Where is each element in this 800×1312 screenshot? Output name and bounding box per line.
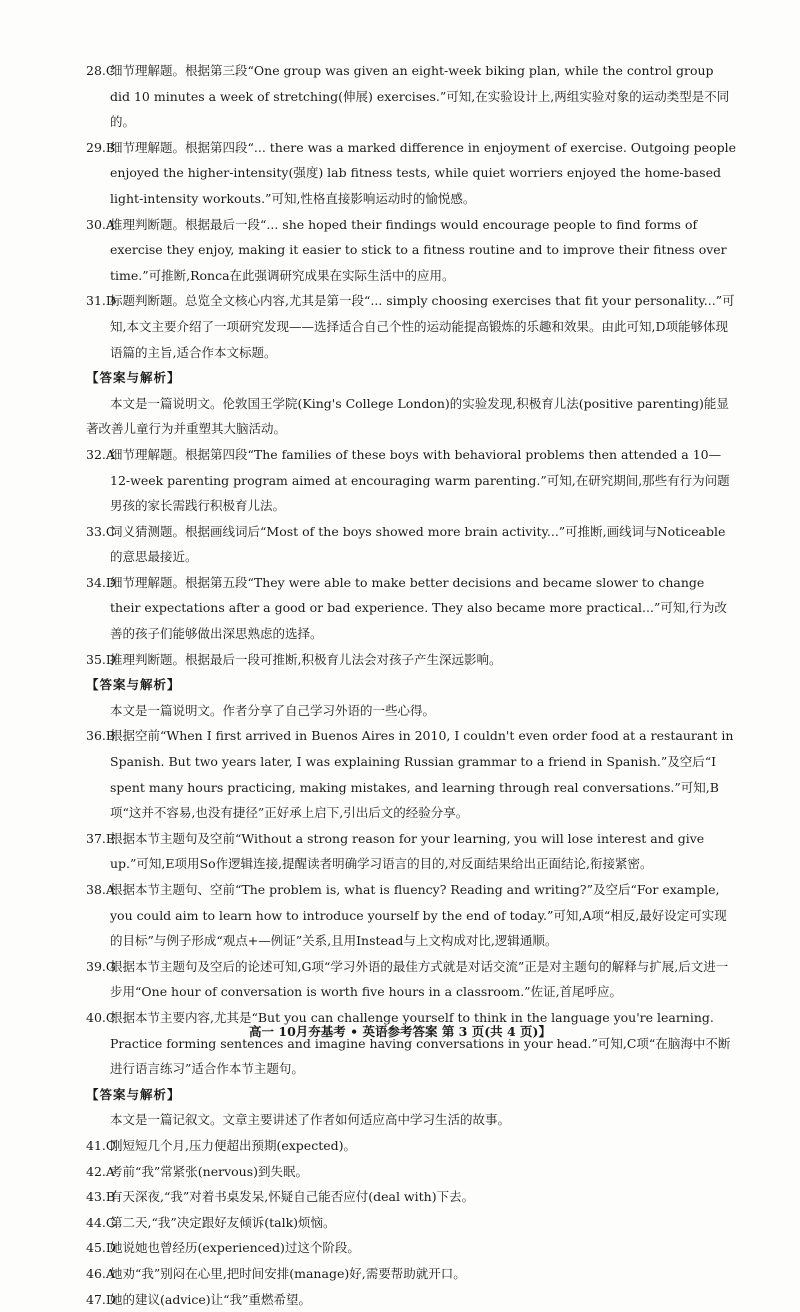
answer-number: 31.D (86, 288, 110, 314)
answer-item (86, 826, 736, 877)
answer-explanation: 细节理解题。根据第五段“They were able to make better decisions and became slower to change their expectations after a good or bad experience. They also became more practical...”可知,行为改善的孩子们能够做出深思熟虑的选择。 (110, 575, 727, 641)
answer-section (86, 365, 736, 672)
answer-item (86, 1133, 736, 1159)
answer-item (86, 1235, 736, 1261)
answer-item (86, 570, 736, 647)
answer-explanation: 标题判断题。总览全文核心内容,尤其是第一段“... simply choosing exercises that fit your personality...”可知,本文主要介绍了一项研究发现——选择适合自己个性的运动能提高锻炼的乐趣和效果。由此可知,D项能够体现语篇的主旨,适合作本文标题。 (110, 293, 735, 359)
answer-explanation: 第二天,“我”决定跟好友倾诉(talk)烦恼。 (110, 1215, 336, 1230)
answer-explanation: 有天深夜,“我”对着书桌发呆,怀疑自己能否应付(deal with)下去。 (110, 1189, 474, 1204)
answer-explanation: 她的建议(advice)让“我”重燃希望。 (110, 1292, 311, 1307)
answer-item (86, 1005, 736, 1082)
answer-explanation: 根据本节主要内容,尤其是“But you can challenge yourself to think in the language you're learning. Practice forming sentences and imagine having conversations in your head.”可知,C项“在脑海中不断进行语言练习”适合作本节主题句。 (110, 1010, 730, 1076)
passage-summary: 本文是一篇说明文。伦敦国王学院(King's College London)的实验发现,积极育儿法(positive parenting)能显著改善儿童行为并重塑其大脑活动。 (86, 391, 736, 442)
section-header: 【答案与解析】 (86, 1082, 736, 1108)
answer-item (86, 288, 736, 365)
answer-number: 39.G (86, 954, 110, 980)
answer-explanation: 她劝“我”别闷在心里,把时间安排(manage)好,需要帮助就开口。 (110, 1266, 466, 1281)
answer-number: 45.D (86, 1235, 110, 1261)
answer-explanation: 考前“我”常紧张(nervous)到失眠。 (110, 1164, 308, 1179)
answer-explanation: 根据本节主题句及空后的论述可知,G项“学习外语的最佳方式就是对话交流”正是对主题句的解释与扩展,后文进一步用“One hour of conversation is worth five hours in a classroom.”佐证,首尾呼应。 (110, 959, 728, 1000)
answer-item (86, 647, 736, 673)
answer-explanation: 根据空前“When I first arrived in Buenos Aires in 2010, I couldn't even order food at a restaurant in Spanish. But two years later, I was explaining Russian grammar to a friend in Spanish.”及空后“I spent many hours practicing, making mistakes, and learning through real conversations.”可知,B项“这并不容易,也没有捷径”正好承上启下,引出后文的经验分享。 (110, 728, 733, 820)
answer-section (86, 58, 736, 365)
answer-explanation: 细节理解题。根据第四段“The families of these boys with behavioral problems then attended a 10—12-week parenting program aimed at encouraging warm parenting.”可知,在研究期间,那些有行为问题男孩的家长需践行积极育儿法。 (110, 447, 730, 513)
answer-item (86, 954, 736, 1005)
passage-summary: 本文是一篇记叙文。文章主要讲述了作者如何适应高中学习生活的故事。 (86, 1107, 736, 1133)
answer-number: 42.A (86, 1159, 110, 1185)
answer-explanation: 根据本节主题句、空前“The problem is, what is fluency? Reading and writing?”及空后“For example, you could aim to learn how to introduce yourself by the end of today.”可知,A项“相反,最好设定可实现的目标”与例子形成“观点+—例证”关系,且用Instead与上文构成对比,逻辑通顺。 (110, 882, 727, 948)
page-footer: 高一 10月夯基考 • 英语参考答案 第 3 页(共 4 页)】 (0, 1022, 800, 1040)
answer-item (86, 1261, 736, 1287)
answer-number: 38.A (86, 877, 110, 903)
answer-number: 40.C (86, 1005, 110, 1031)
answer-item (86, 1159, 736, 1185)
answer-item (86, 212, 736, 289)
answer-item (86, 1210, 736, 1236)
answer-section (86, 1082, 736, 1312)
answer-number: 32.A (86, 442, 110, 468)
section-header: 【答案与解析】 (86, 672, 736, 698)
answer-item (86, 58, 736, 135)
answer-section (86, 672, 736, 1082)
section-header: 【答案与解析】 (86, 365, 736, 391)
answer-number: 46.A (86, 1261, 110, 1287)
passage-summary: 本文是一篇说明文。作者分享了自己学习外语的一些心得。 (86, 698, 736, 724)
answer-number: 43.B (86, 1184, 110, 1210)
answer-number: 29.B (86, 135, 110, 161)
answer-explanation: 推理判断题。根据最后一段可推断,积极育儿法会对孩子产生深远影响。 (110, 652, 501, 667)
answer-explanation: 细节理解题。根据第四段“... there was a marked difference in enjoyment of exercise. Outgoing people enjoyed the higher-intensity(强度) lab fitness tests, while quiet worriers enjoyed the home-based light-intensity workouts.”可知,性格直接影响运动时的愉悦感。 (110, 140, 736, 206)
answer-number: 44.C (86, 1210, 110, 1236)
answer-explanation: 刚短短几个月,压力便超出预期(expected)。 (110, 1138, 356, 1153)
answer-explanation: 词义猜测题。根据画线词后“Most of the boys showed more brain activity...”可推断,画线词与Noticeable的意思最接近。 (110, 524, 725, 565)
answer-explanation: 细节理解题。根据第三段“One group was given an eight-week biking plan, while the control group did 10 minutes a week of stretching(伸展) exercises.”可知,在实验设计上,两组实验对象的运动类型是不同的。 (110, 63, 729, 129)
answer-explanation: 她说她也曾经历(experienced)过这个阶段。 (110, 1240, 360, 1255)
answer-number: 30.A (86, 212, 110, 238)
answer-number: 41.C (86, 1133, 110, 1159)
answer-number: 33.C (86, 519, 110, 545)
answer-number: 47.D (86, 1287, 110, 1312)
answer-number: 35.D (86, 647, 110, 673)
answer-explanation: 推理判断题。根据最后一段“... she hoped their findings would encourage people to find forms of exercise they enjoy, making it easier to stick to a fitness routine and to improve their fitness over time.”可推断,Ronca在此强调研究成果在实际生活中的应用。 (110, 217, 727, 283)
answer-item (86, 1184, 736, 1210)
answer-number: 37.E (86, 826, 110, 852)
answer-item (86, 1287, 736, 1312)
answer-key-content (86, 58, 736, 1312)
answer-number: 34.D (86, 570, 110, 596)
answer-item (86, 877, 736, 954)
answer-explanation: 根据本节主题句及空前“Without a strong reason for your learning, you will lose interest and give up.”可知,E项用So作逻辑连接,提醒读者明确学习语言的目的,对反面结果给出正面结论,衔接紧密。 (110, 831, 704, 872)
answer-item (86, 135, 736, 212)
answer-item (86, 723, 736, 825)
answer-item (86, 519, 736, 570)
answer-number: 36.B (86, 723, 110, 749)
answer-number: 28.C (86, 58, 110, 84)
answer-item (86, 442, 736, 519)
